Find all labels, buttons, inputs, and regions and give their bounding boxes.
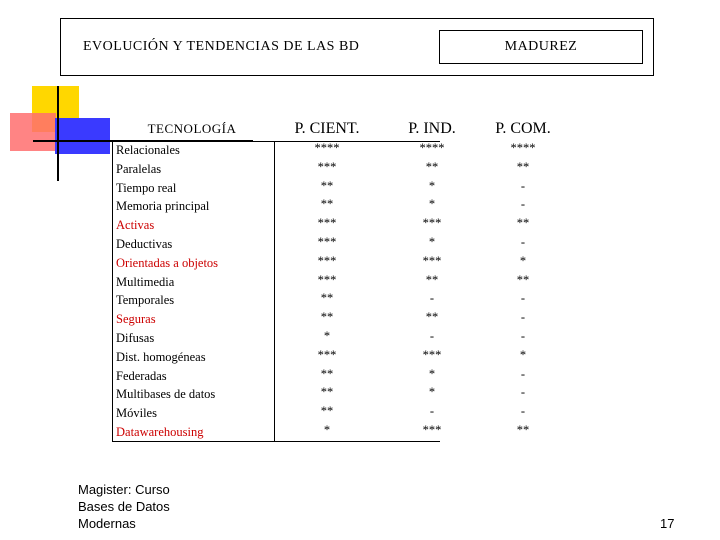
- maturity-rating: **: [425, 159, 439, 174]
- maturity-rating: *: [428, 235, 436, 249]
- maturity-rating: **: [516, 216, 530, 231]
- column-header-3: P. COM.: [495, 120, 551, 137]
- maturity-rating: ***: [317, 159, 337, 174]
- maturity-rating: ***: [422, 423, 442, 437]
- maturity-rating: ***: [422, 253, 442, 268]
- maturity-rating: -: [520, 178, 526, 193]
- maturity-rating: -: [520, 385, 526, 400]
- maturity-rating: **: [320, 366, 334, 381]
- technology-name: Orientadas a objetos: [116, 255, 219, 270]
- technology-name: Paralelas: [116, 161, 162, 176]
- maturity-rating: **: [425, 272, 439, 287]
- maturity-rating: ***: [317, 253, 337, 268]
- footer-line-2: Bases de Datos: [78, 499, 170, 514]
- maturity-rating: -: [429, 404, 435, 419]
- technology-name: Relacionales: [116, 143, 180, 157]
- maturity-rating: -: [520, 366, 526, 381]
- maturity-rating: -: [520, 329, 526, 343]
- technology-name: Federadas: [116, 368, 167, 383]
- maturity-rating: *: [428, 385, 436, 400]
- slide-header: [60, 18, 654, 76]
- maturity-rating: **: [320, 385, 334, 400]
- maturity-rating: ***: [422, 216, 442, 231]
- technology-name: Dist. homogéneas: [116, 349, 206, 364]
- technology-name: Móviles: [116, 406, 157, 421]
- decorative-vertical-line: [57, 86, 59, 181]
- technology-name: Multimedia: [116, 274, 175, 289]
- table-grid-line: [112, 441, 440, 442]
- maturity-rating: -: [520, 404, 526, 419]
- decorative-red-square: [10, 113, 56, 151]
- maturity-rating: ****: [510, 141, 536, 155]
- maturity-rating: *: [428, 366, 436, 381]
- maturity-rating: **: [320, 291, 334, 306]
- technology-name: Seguras: [116, 312, 156, 327]
- maturity-rating: ***: [422, 347, 442, 362]
- maturity-rating: **: [516, 159, 530, 174]
- maturity-rating: ***: [317, 235, 337, 249]
- maturity-rating: ****: [419, 141, 445, 155]
- maturity-rating: ***: [317, 216, 337, 231]
- maturity-rating: **: [425, 310, 439, 325]
- technology-name: Deductivas: [116, 237, 173, 251]
- technology-name: Temporales: [116, 293, 175, 308]
- technology-header: TECNOLOGÍA: [147, 121, 237, 136]
- maturity-rating: ****: [314, 141, 340, 155]
- maturity-rating: -: [429, 291, 435, 306]
- decorative-blue-square: [55, 118, 110, 154]
- maturity-rating: *: [428, 197, 436, 212]
- maturity-rating: *: [323, 423, 331, 437]
- column-header-2: P. IND.: [408, 120, 456, 137]
- table-grid-line: [112, 141, 113, 441]
- maturity-rating: -: [520, 310, 526, 325]
- maturity-rating: -: [520, 235, 526, 249]
- maturity-rating: **: [320, 178, 334, 193]
- maturity-rating: **: [320, 404, 334, 419]
- maturity-rating: **: [320, 197, 334, 212]
- maturity-rating: *: [519, 347, 527, 362]
- column-header-1: P. CIENT.: [294, 120, 360, 137]
- maturity-rating: ***: [317, 347, 337, 362]
- maturity-rating: -: [520, 291, 526, 306]
- page-number: 17: [660, 516, 675, 531]
- technology-name: Memoria principal: [116, 199, 210, 214]
- technology-name: Activas: [116, 218, 155, 233]
- maturity-rating: **: [516, 272, 530, 287]
- maturity-rating: *: [323, 329, 331, 343]
- slide-title: EVOLUCIÓN Y TENDENCIAS DE LAS BD: [83, 39, 360, 54]
- technology-name: Tiempo real: [116, 180, 177, 195]
- maturity-label: MADUREZ: [439, 30, 643, 64]
- maturity-rating: -: [520, 197, 526, 212]
- course-footer: [78, 481, 170, 532]
- technology-name: Difusas: [116, 331, 155, 345]
- maturity-rating: *: [428, 178, 436, 193]
- footer-line-3: Modernas: [78, 516, 136, 531]
- table-grid-line: [274, 141, 275, 441]
- footer-line-1: Magister: Curso: [78, 482, 170, 497]
- maturity-rating: ***: [317, 272, 337, 287]
- technology-name: Multibases de datos: [116, 387, 216, 402]
- maturity-rating: *: [519, 253, 527, 268]
- technology-name: Datawarehousing: [116, 425, 204, 439]
- maturity-rating: -: [429, 329, 435, 343]
- maturity-rating: **: [516, 423, 530, 437]
- maturity-rating: **: [320, 310, 334, 325]
